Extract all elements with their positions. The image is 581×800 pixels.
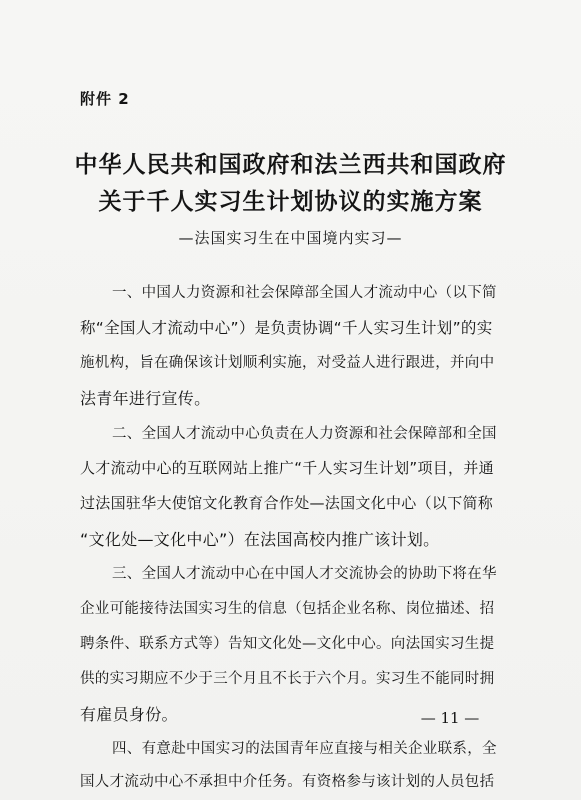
document-title-line-2: 关于千人实习生计划协议的实施方案	[98, 188, 483, 215]
paragraph-1-line-1: 一、中国人力资源和社会保障部全国人才流动中心（以下简	[112, 285, 497, 301]
paragraph-2-line-2: 人才流动中心的互联网站上推广“千人实习生计划”项目，并通	[80, 459, 494, 477]
paragraph-3-line-3: 聘条件、联系方式等）告知文化处—文化中心。向法国实习生提	[80, 636, 495, 652]
paragraph-4-line-1: 四、有意赴中国实习的法国青年应直接与相关企业联系，全	[112, 741, 497, 757]
paragraph-2-line-3: 过法国驻华大使馆文化教育合作处—法国文化中心（以下简称	[80, 494, 494, 512]
paragraph-4-line-2: 国人才流动中心不承担中介任务。有资格参与该计划的人员包括	[80, 774, 495, 790]
paragraph-1-line-4: 法青年进行宣传。	[80, 389, 211, 408]
paragraph-2-line-1: 二、全国人才流动中心负责在人力资源和社会保障部和全国	[112, 426, 497, 442]
paragraph-3-line-2: 企业可能接待法国实习生的信息（包括企业名称、岗位描述、招	[80, 601, 495, 617]
paragraph-1-line-3: 施机构，旨在确保该计划顺利实施，对受益人进行跟进，并向中	[80, 355, 495, 371]
document-subtitle: —法国实习生在中国境内实习—	[178, 229, 403, 247]
document-title-line-1: 中华人民共和国政府和法兰西共和国政府	[74, 151, 507, 178]
paragraph-1-line-2: 称“全国人才流动中心”）是负责协调“千人实习生计划”的实	[80, 319, 493, 337]
attachment-label: 附件 2	[80, 90, 130, 108]
paragraph-2-line-4: “文化处—文化中心”）在法国高校内推广该计划。	[80, 530, 440, 549]
paragraph-3-line-1: 三、全国人才流动中心在中国人才交流协会的协助下将在华	[112, 566, 497, 582]
paragraph-3-line-4: 供的实习期应不少于三个月且不长于六个月。实习生不能同时拥	[80, 671, 495, 687]
paragraph-3-line-5: 有雇员身份。	[80, 705, 178, 724]
page-number: — 11 —	[420, 709, 480, 727]
